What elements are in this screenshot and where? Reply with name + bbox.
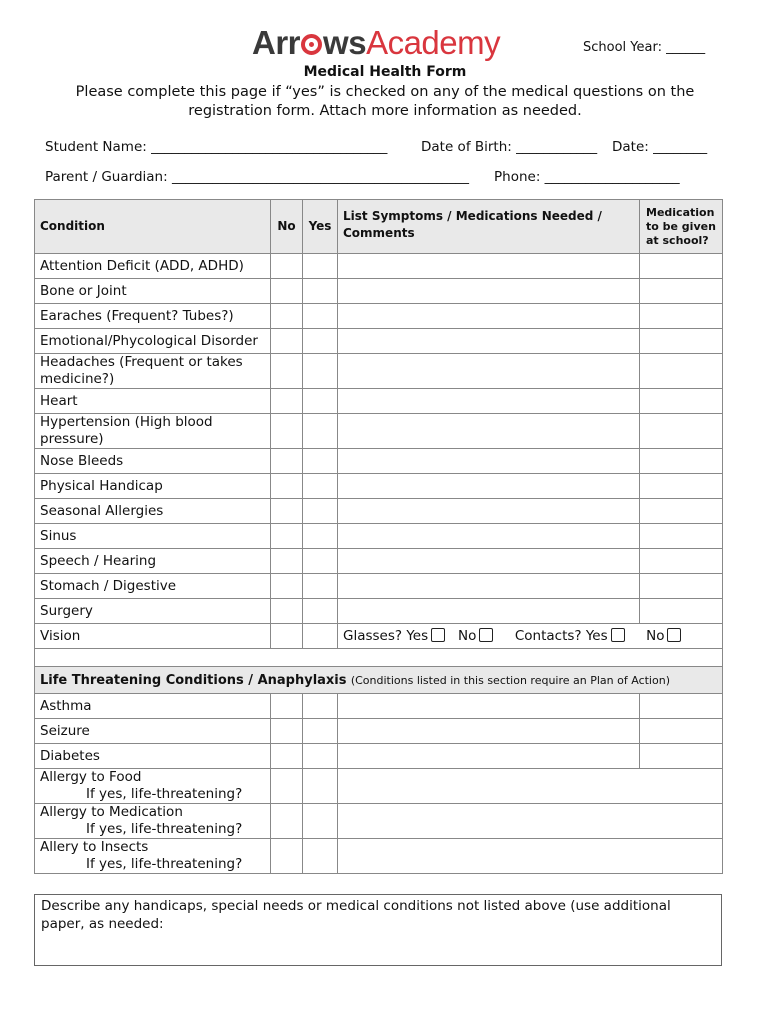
table-row [35,599,723,624]
condition-label: Asthma [35,694,271,719]
allergy-label [35,804,271,839]
symptoms-cell[interactable] [338,414,640,449]
symptoms-cell[interactable] [338,599,640,624]
medication-cell[interactable] [640,449,723,474]
life-threatening-title: Life Threatening Conditions / Anaphylaxis [40,672,347,688]
yes-checkbox-cell[interactable] [303,549,338,574]
form-title: Medical Health Form [303,64,467,80]
no-checkbox-cell[interactable] [271,279,303,304]
table-row [35,549,723,574]
medication-cell[interactable] [640,354,723,389]
yes-checkbox-cell[interactable] [303,599,338,624]
contacts-no-checkbox[interactable] [667,628,681,642]
table-row [35,254,723,279]
condition-label: Nose Bleeds [35,449,271,474]
no-checkbox-cell[interactable] [271,524,303,549]
table-row [35,414,723,449]
yes-checkbox-cell[interactable] [303,839,338,874]
allergy-label [35,769,271,804]
medication-cell[interactable] [640,524,723,549]
no-checkbox-cell[interactable] [271,574,303,599]
medication-cell[interactable] [640,389,723,414]
condition-label: Bone or Joint [35,279,271,304]
life-threatening-question: If yes, life-threatening? [86,856,243,872]
yes-checkbox-cell[interactable] [303,524,338,549]
yes-checkbox-cell[interactable] [303,449,338,474]
school-year-field[interactable]: School Year: ______ [583,40,706,55]
condition-label: Emotional/Phycological Disorder [35,329,271,354]
medication-cell[interactable] [640,549,723,574]
date-field[interactable]: Date: ________ [612,139,708,155]
no-checkbox-cell[interactable] [271,804,303,839]
life-threatening-header [35,667,723,694]
medication-cell[interactable] [640,499,723,524]
life-threatening-question: If yes, life-threatening? [86,821,243,837]
contacts-no-label: No [646,627,665,644]
medication-cell[interactable] [640,574,723,599]
form-instructions: Please complete this page if “yes” is checked on any of the medical questions on the registration form. Attach more information as needed. [75,84,695,119]
symptoms-cell[interactable] [338,279,640,304]
medication-cell[interactable] [640,474,723,499]
yes-checkbox-cell[interactable] [303,279,338,304]
table-row [35,389,723,414]
condition-label: Attention Deficit (ADD, ADHD) [35,254,271,279]
yes-checkbox-cell[interactable] [303,329,338,354]
symptoms-cell[interactable] [338,719,640,744]
symptoms-cell[interactable] [338,694,640,719]
allergy-type: Allery to Insects [40,839,149,855]
table-header [35,200,723,254]
medication-cell[interactable] [640,694,723,719]
life-threatening-question: If yes, life-threatening? [86,786,243,802]
condition-label: Seizure [35,719,271,744]
symptoms-cell[interactable] [338,804,723,839]
table-row [35,524,723,549]
symptoms-cell[interactable] [338,389,640,414]
table-row [35,574,723,599]
condition-label: Surgery [35,599,271,624]
symptoms-cell[interactable] [338,744,640,769]
symptoms-cell[interactable] [338,354,640,389]
no-checkbox-cell[interactable] [271,839,303,874]
yes-checkbox-cell[interactable] [303,499,338,524]
no-checkbox-cell[interactable] [271,354,303,389]
no-checkbox-cell[interactable] [271,449,303,474]
medication-cell[interactable] [640,304,723,329]
symptoms-cell[interactable] [338,304,640,329]
table-row [35,719,723,744]
yes-checkbox-cell[interactable] [303,474,338,499]
symptoms-cell[interactable] [338,329,640,354]
symptoms-cell[interactable] [338,839,723,874]
yes-checkbox-cell[interactable] [303,414,338,449]
date-of-birth-field[interactable]: Date of Birth: ____________ [421,139,598,155]
no-checkbox-cell[interactable] [271,254,303,279]
yes-checkbox-cell[interactable] [303,624,338,649]
contacts-yes-label: Contacts? Yes [514,627,608,644]
condition-label: Heart [35,389,271,414]
no-checkbox-cell[interactable] [271,744,303,769]
yes-checkbox-cell[interactable] [303,389,338,414]
additional-conditions-box[interactable] [34,894,722,966]
additional-conditions-label: Describe any handicaps, special needs or medical conditions not listed above (use additional paper, as needed: [41,898,671,932]
no-checkbox-cell[interactable] [271,769,303,804]
table-row [35,329,723,354]
medication-cell[interactable] [640,254,723,279]
table-row [35,624,723,649]
symptoms-cell[interactable] [338,254,640,279]
table-row [35,279,723,304]
allergy-type: Allergy to Medication [40,804,183,820]
no-checkbox-cell[interactable] [271,414,303,449]
allergy-type: Allergy to Food [40,769,142,785]
table-row [35,839,723,874]
table-row [35,449,723,474]
yes-checkbox-cell[interactable] [303,719,338,744]
phone-field[interactable]: Phone: ____________________ [494,169,680,185]
condition-label: Speech / Hearing [35,549,271,574]
no-checkbox-cell[interactable] [271,304,303,329]
medical-conditions-table [34,199,723,874]
yes-checkbox-cell[interactable] [303,769,338,804]
condition-label: Seasonal Allergies [35,499,271,524]
symptoms-cell[interactable] [338,549,640,574]
contacts-yes-checkbox[interactable] [611,628,625,642]
glasses-no-label: No [458,627,477,644]
condition-label: Headaches (Frequent or takes medicine?) [35,354,271,389]
arrows-academy-logo: Arr wsAcademy [252,24,501,61]
symptoms-cell[interactable] [338,769,723,804]
no-checkbox-cell[interactable] [271,389,303,414]
medication-cell[interactable] [640,744,723,769]
condition-label: Sinus [35,524,271,549]
spacer-row [35,649,723,667]
condition-label: Vision [35,624,271,649]
glasses-yes-checkbox[interactable] [431,628,445,642]
table-row [35,474,723,499]
symptoms-cell[interactable] [338,474,640,499]
symptoms-header: List Symptoms / Medications Needed / Comments [338,200,640,254]
condition-label: Hypertension (High blood pressure) [35,414,271,449]
condition-label: Diabetes [35,744,271,769]
no-header: No [271,200,303,254]
no-checkbox-cell[interactable] [271,624,303,649]
no-checkbox-cell[interactable] [271,549,303,574]
symptoms-cell[interactable] [338,524,640,549]
no-checkbox-cell[interactable] [271,499,303,524]
table-row [35,744,723,769]
condition-label: Stomach / Digestive [35,574,271,599]
no-checkbox-cell[interactable] [271,329,303,354]
no-checkbox-cell[interactable] [271,694,303,719]
symptoms-cell[interactable] [338,449,640,474]
condition-label: Physical Handicap [35,474,271,499]
yes-checkbox-cell[interactable] [303,304,338,329]
life-threatening-note: (Conditions listed in this section require an Plan of Action) [350,673,670,687]
yes-checkbox-cell[interactable] [303,694,338,719]
table-row [35,804,723,839]
vision-options [338,624,723,649]
symptoms-cell[interactable] [338,499,640,524]
student-name-field[interactable]: Student Name: ___________________________________ [45,139,388,155]
medication-header: Medication to be given at school? [640,200,723,254]
allergy-label [35,839,271,874]
no-checkbox-cell[interactable] [271,599,303,624]
condition-label: Earaches (Frequent? Tubes?) [35,304,271,329]
condition-header: Condition [35,200,271,254]
medication-cell[interactable] [640,719,723,744]
parent-guardian-field[interactable]: Parent / Guardian: ____________________________________________ [45,169,469,185]
yes-checkbox-cell[interactable] [303,574,338,599]
yes-checkbox-cell[interactable] [303,254,338,279]
medication-cell[interactable] [640,279,723,304]
table-row [35,304,723,329]
table-row [35,769,723,804]
yes-checkbox-cell[interactable] [303,354,338,389]
no-checkbox-cell[interactable] [271,719,303,744]
table-row [35,694,723,719]
symptoms-cell[interactable] [338,574,640,599]
table-row [35,354,723,389]
no-checkbox-cell[interactable] [271,474,303,499]
medication-cell[interactable] [640,329,723,354]
glasses-yes-label: Glasses? Yes [343,627,429,644]
medication-cell[interactable] [640,599,723,624]
yes-header: Yes [303,200,338,254]
target-icon [301,34,322,55]
yes-checkbox-cell[interactable] [303,804,338,839]
table-row [35,499,723,524]
yes-checkbox-cell[interactable] [303,744,338,769]
glasses-no-checkbox[interactable] [479,628,493,642]
medication-cell[interactable] [640,414,723,449]
